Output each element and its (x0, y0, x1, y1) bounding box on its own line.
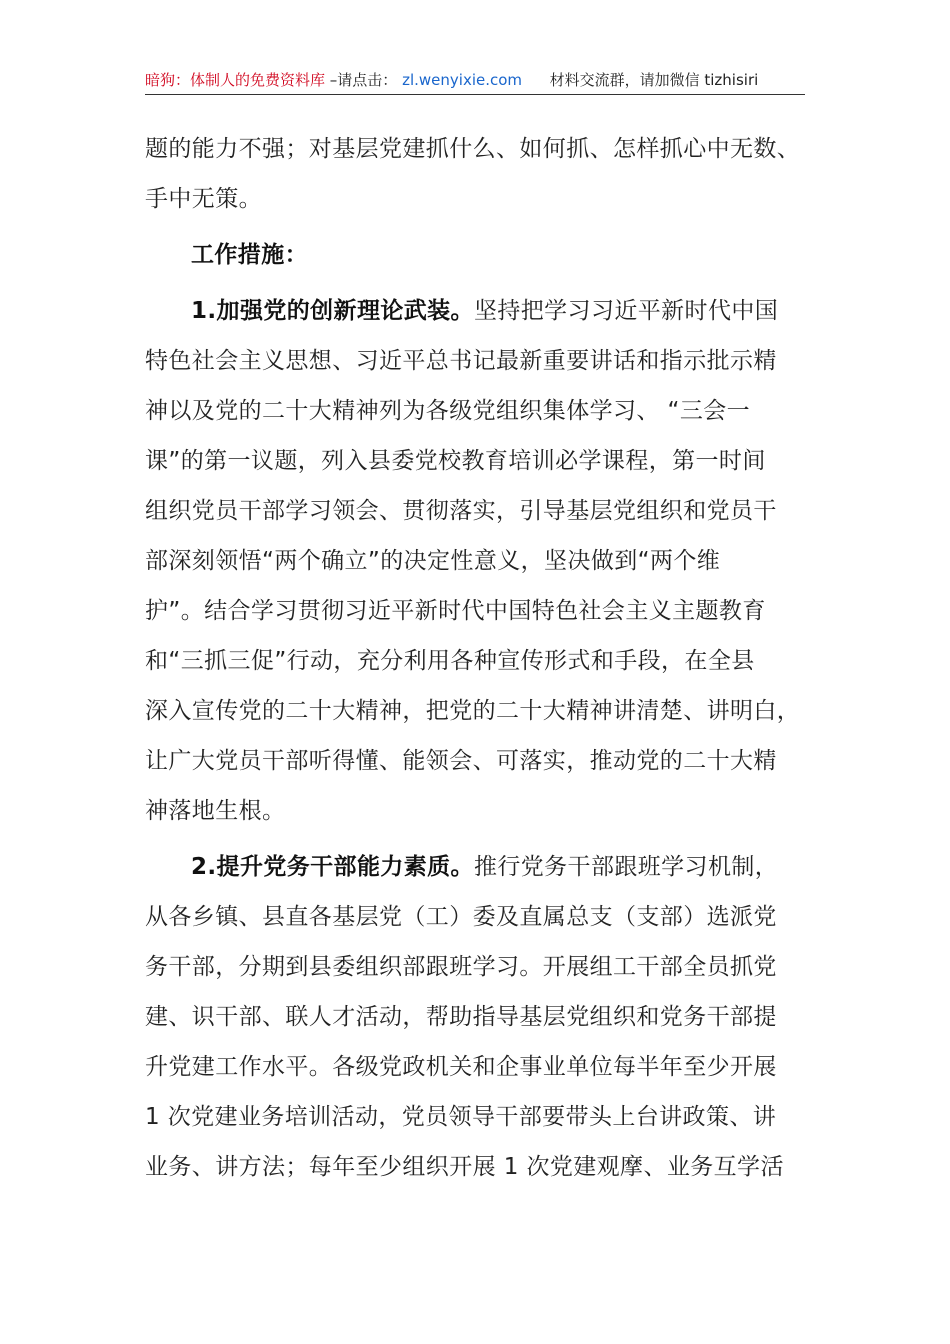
text-line: 务干部，分期到县委组织部跟班学习。开展组工干部全员抓党 (145, 954, 777, 980)
text-line: 深入宣传党的二十大精神，把党的二十大精神讲清楚、讲明白， (145, 698, 801, 724)
text-line: 特色社会主义思想、习近平总书记最新重要讲话和指示批示精 (145, 348, 777, 374)
text-line: 升党建工作水平。各级党政机关和企事业单位每半年至少开展 (145, 1054, 777, 1080)
text-line: 神以及党的二十大精神列为各级党组织集体学习、 “三会一 (145, 398, 751, 424)
section-2-first-rest: 推行党务干部跟班学习机制， (473, 854, 779, 880)
measures-heading: 工作措施： (191, 242, 308, 268)
header-wechat-note: 材料交流群，请加微信 tizhisiri (549, 71, 759, 89)
text-line: 建、识干部、联人才活动，帮助指导基层党组织和党务干部提 (145, 1004, 777, 1030)
header-url-link[interactable]: zl.wenyixie.com (402, 71, 523, 89)
section-1-first-rest: 坚持把学习习近平新时代中国 (473, 298, 779, 324)
text-line: 题的能力不强；对基层党建抓什么、如何抓、怎样抓心中无数、 (145, 136, 801, 162)
text-line: 部深刻领悟“两个确立”的决定性意义，坚决做到“两个维 (145, 548, 721, 574)
header-click-prefix: –请点击： (329, 71, 398, 89)
section-1-title: 1.加强党的创新理论武装。 (191, 298, 474, 324)
text-line: 让广大党员干部听得懂、能领会、可落实，推动党的二十大精 (145, 748, 777, 774)
text-line: 1 次党建业务培训活动，党员领导干部要带头上台讲政策、讲 (145, 1104, 777, 1130)
text-line: 和“三抓三促”行动，充分利用各种宣传形式和手段，在全县 (145, 648, 755, 674)
section-1-first-line (145, 286, 810, 336)
text-line: 课”的第一议题，列入县委党校教育培训必学课程，第一时间 (145, 448, 766, 474)
header-brand: 暗狗：体制人的免费资料库 (145, 71, 326, 89)
section-2-title: 2.提升党务干部能力素质。 (191, 854, 474, 880)
text-line: 业务、讲方法；每年至少组织开展 1 次党建观摩、业务互学活 (145, 1154, 784, 1180)
section-2-first-line (145, 842, 810, 892)
document-body (145, 124, 810, 1192)
text-line: 神落地生根。 (145, 798, 286, 824)
text-line: 护”。结合学习贯彻习近平新时代中国特色社会主义主题教育 (145, 598, 766, 624)
text-line: 手中无策。 (145, 186, 262, 212)
text-line: 从各乡镇、县直各基层党（工）委及直属总支（支部）选派党 (145, 904, 777, 930)
text-line: 组织党员干部学习领会、贯彻落实，引导基层党组织和党员干 (145, 498, 777, 524)
page-header (145, 66, 805, 95)
